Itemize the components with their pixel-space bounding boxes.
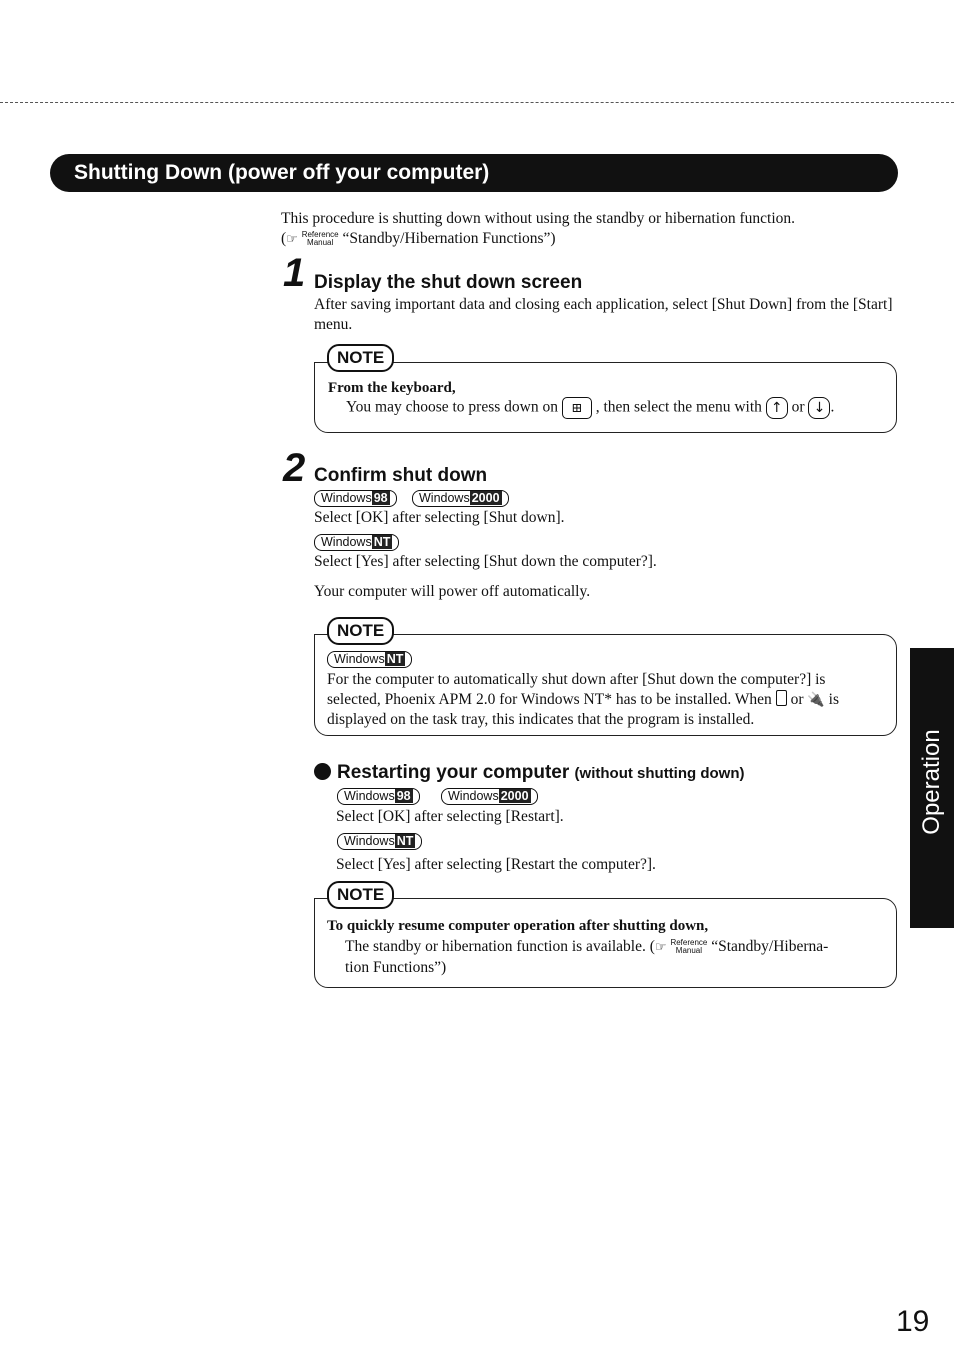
reference-manual-label: Reference Manual xyxy=(670,938,708,956)
reference-manual-label: Reference Manual xyxy=(301,230,339,248)
plug-icon: 🔌 xyxy=(807,692,825,708)
windows-2000-badge: Windows 2000 xyxy=(441,788,538,805)
intro-reference: (☞ Reference Manual “Standby/Hibernation Functions”) xyxy=(281,230,556,248)
step-2-title: Confirm shut down xyxy=(314,465,488,486)
step-2-text-98: Select [OK] after selecting [Shut down]. xyxy=(314,509,565,526)
windows-98-badge: Windows 98 xyxy=(337,788,420,805)
note-2-line: displayed on the task tray, this indicates that the program is installed. xyxy=(327,711,755,728)
note-1-heading: From the keyboard, xyxy=(328,380,456,396)
top-dashed-rule xyxy=(0,102,954,103)
windows-2000-badge: Windows 2000 xyxy=(412,490,509,507)
bullet-icon xyxy=(314,763,331,780)
side-tab-label: Operation xyxy=(918,729,945,835)
windows-98-badge: Windows 98 xyxy=(314,490,397,507)
note-2-text xyxy=(327,670,883,730)
battery-icon xyxy=(776,690,787,706)
note-2-line: selected, Phoenix APM 2.0 for Windows NT* has to be installed. When or 🔌 is xyxy=(327,691,840,708)
note-3-badge: NOTE xyxy=(327,881,394,909)
step-1-title: Display the shut down screen xyxy=(314,272,583,293)
note-3-text xyxy=(345,937,885,978)
step-1-text: After saving important data and closing each application, select [Shut Down] from the [Start] menu. xyxy=(314,296,893,333)
pointing-hand-icon: ☞ xyxy=(286,232,298,247)
intro-line: This procedure is shutting down without using the standby or hibernation function. xyxy=(281,210,796,227)
page-number: 19 xyxy=(896,1305,930,1338)
restart-heading: Restarting your computer (without shutting down) xyxy=(314,762,745,785)
windows-key-icon: ⊞ xyxy=(562,397,592,419)
windows-nt-badge: Windows NT xyxy=(327,651,412,668)
windows-nt-badge: Windows NT xyxy=(337,833,422,850)
step-2-power-off-text: Your computer will power off automatically. xyxy=(314,583,591,600)
note-3-heading: To quickly resume computer operation after shutting down, xyxy=(327,918,709,934)
note-3-line: tion Functions”) xyxy=(345,959,447,976)
arrow-up-key-icon: ↑ xyxy=(766,397,788,419)
step-2-number: 2 xyxy=(283,446,306,490)
section-title-banner xyxy=(50,154,898,192)
pointing-hand-icon: ☞ xyxy=(654,940,667,955)
note-2-line: For the computer to automatically shut down after [Shut down the computer?] is xyxy=(327,671,826,688)
step-1-number: 1 xyxy=(283,251,306,295)
note-3-line: The standby or hibernation function is available. (☞ Reference Manual “Standby/Hiberna- xyxy=(345,938,829,956)
step-2-text-nt: Select [Yes] after selecting [Shut down the computer?]. xyxy=(314,553,657,570)
intro-text xyxy=(281,209,901,250)
section-side-tab xyxy=(910,648,954,928)
windows-nt-badge: Windows NT xyxy=(314,534,399,551)
section-title: Shutting Down (power off your computer) xyxy=(74,161,490,184)
restart-text-98: Select [OK] after selecting [Restart]. xyxy=(336,808,564,825)
intro-reference-text: “Standby/Hibernation Functions”) xyxy=(342,230,556,247)
restart-text-nt: Select [Yes] after selecting [Restart the computer?]. xyxy=(336,856,656,873)
note-1-badge: NOTE xyxy=(327,344,394,372)
note-1-text: You may choose to press down on ⊞ , then select the menu with ↑ or ↓ . xyxy=(346,397,834,419)
note-2-badge: NOTE xyxy=(327,617,394,645)
arrow-down-key-icon: ↓ xyxy=(808,397,830,419)
